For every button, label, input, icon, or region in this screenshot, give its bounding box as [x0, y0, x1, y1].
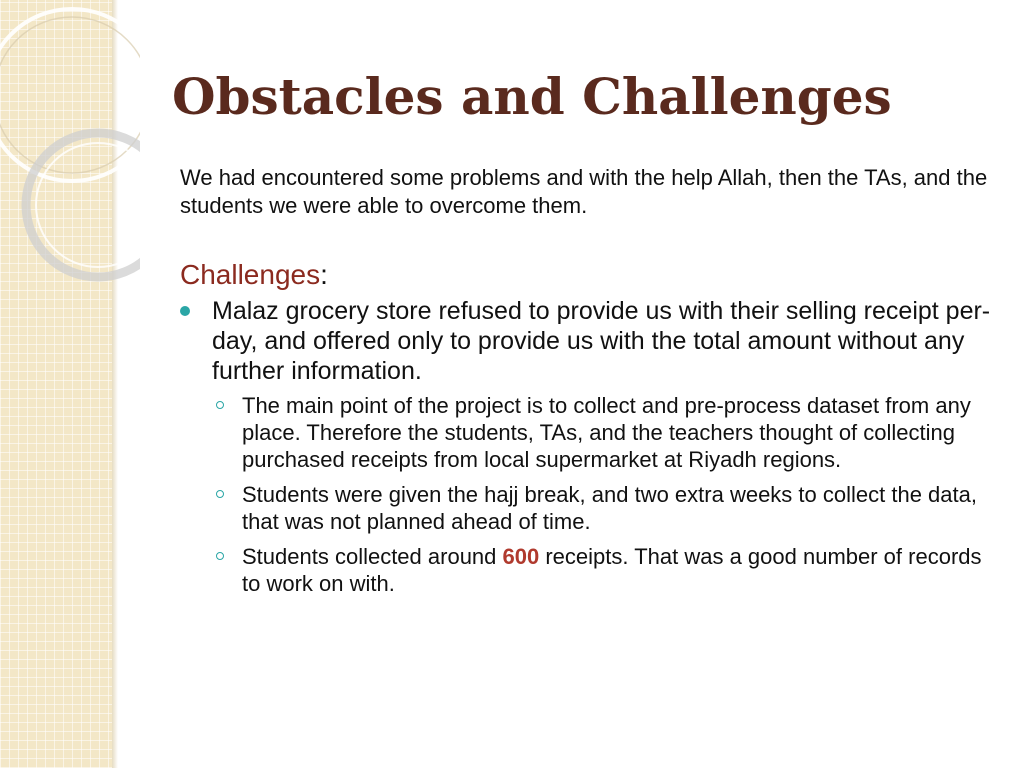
sub-list-item [212, 481, 1000, 535]
list-item-text: Malaz grocery store refused to provide us with their selling receipt per-day, and offered only to provide us with the total amount without any further information. [212, 297, 991, 385]
list-item [180, 296, 1000, 597]
sub-list-item-text-pre: Students collected around [242, 544, 503, 569]
challenges-heading-colon: : [320, 259, 328, 290]
sub-list-item-text-post: receipts. That was a good number of records to work on with. [242, 544, 982, 596]
sub-list [212, 392, 1000, 597]
sub-list-item-text: Students were given the hajj break, and two extra weeks to collect the data, that was not planned ahead of time. [242, 482, 977, 534]
receipt-count-highlight: 600 [502, 544, 540, 569]
challenges-heading [180, 258, 1000, 292]
ring-bullet-icon [216, 401, 224, 409]
ring-bullet-icon [216, 552, 224, 560]
sub-list-item [212, 392, 1000, 473]
slide-title: Obstacles and Challenges [172, 67, 892, 126]
sub-list-item [212, 543, 1000, 597]
challenges-heading-label: Challenges [180, 259, 321, 290]
sub-list-item-text: The main point of the project is to collect and pre-process dataset from any place. Therefore the students, TAs, and the teachers thought of collecting purchased receipts from local supermarket at Riyadh regions. [242, 393, 971, 472]
intro-paragraph: We had encountered some problems and with the help Allah, then the TAs, and the students we were able to overcome them. [180, 165, 988, 218]
slide-content [180, 164, 1000, 605]
challenges-list [180, 296, 1000, 597]
ring-bullet-icon [216, 490, 224, 498]
filled-circle-bullet-icon [180, 306, 190, 316]
decorative-rings-icon [0, 0, 140, 330]
